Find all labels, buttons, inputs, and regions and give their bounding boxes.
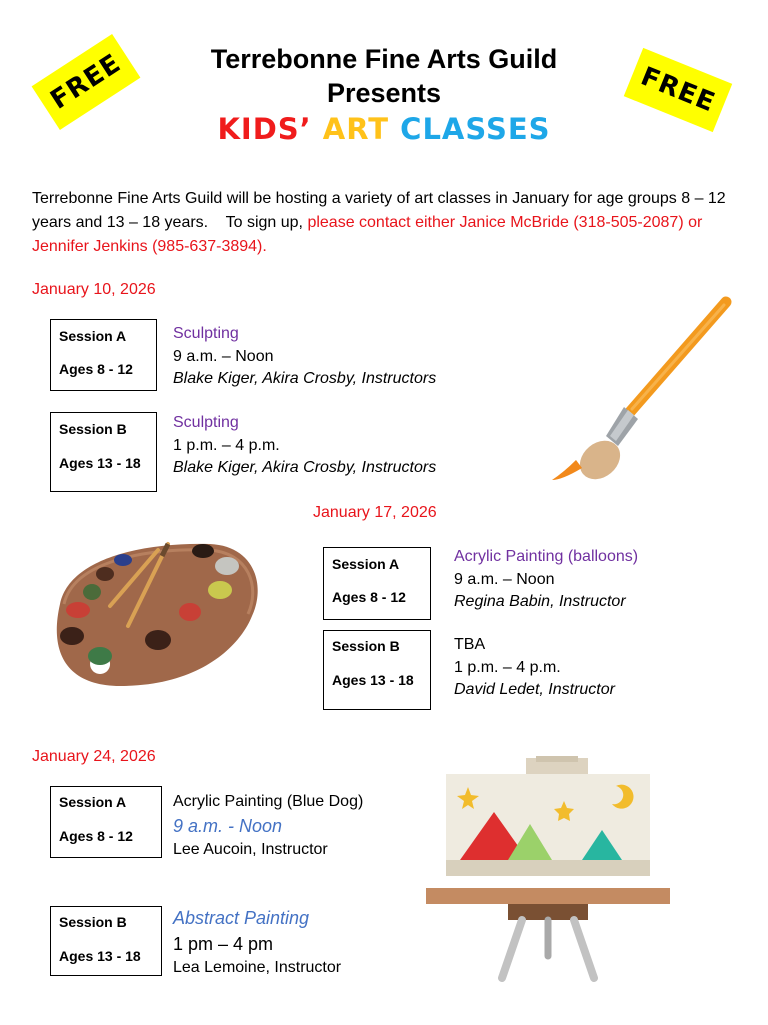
classes-word: CLASSES bbox=[400, 112, 551, 146]
kids-art-classes-heading bbox=[0, 112, 768, 146]
presents-title: Presents bbox=[326, 78, 442, 108]
class-info bbox=[173, 412, 436, 480]
session-box bbox=[50, 319, 157, 391]
class-time: 9 a.m. - Noon bbox=[173, 815, 283, 836]
session-label: Session A bbox=[59, 794, 127, 810]
class-time: 9 a.m. – Noon bbox=[173, 347, 274, 365]
session-box bbox=[50, 412, 157, 492]
ages-label: Ages 8 - 12 bbox=[59, 828, 133, 844]
class-instructor: Regina Babin, Instructor bbox=[454, 593, 626, 610]
class-instructor: Blake Kiger, Akira Crosby, Instructors bbox=[173, 370, 437, 387]
session-label: Session B bbox=[332, 638, 400, 654]
paintbrush-illustration bbox=[548, 296, 738, 486]
class-name: Acrylic Painting (balloons) bbox=[454, 548, 639, 565]
class-info bbox=[454, 546, 638, 614]
date-jan-10: January 10, 2026 bbox=[32, 281, 156, 298]
class-info bbox=[173, 905, 341, 980]
session-label: Session B bbox=[59, 421, 127, 437]
class-instructor: Lee Aucoin, Instructor bbox=[173, 840, 328, 858]
ages-label: Ages 13 - 18 bbox=[332, 672, 414, 688]
class-instructor: Lea Lemoine, Instructor bbox=[173, 959, 342, 976]
class-time: 1 p.m. – 4 p.m. bbox=[173, 436, 280, 454]
class-instructor: David Ledet, Instructor bbox=[454, 681, 615, 698]
ages-label: Ages 8 - 12 bbox=[332, 589, 406, 605]
class-name: Sculpting bbox=[173, 414, 239, 431]
ages-label: Ages 8 - 12 bbox=[59, 361, 133, 377]
class-time: 1 p.m. – 4 p.m. bbox=[454, 658, 561, 676]
class-name: Sculpting bbox=[173, 325, 239, 342]
kids-word: KIDS’ bbox=[217, 112, 312, 146]
session-label: Session B bbox=[59, 914, 127, 930]
session-box bbox=[50, 906, 162, 976]
ages-label: Ages 13 - 18 bbox=[59, 455, 141, 471]
free-sticker-right: FREE bbox=[624, 48, 732, 132]
session-box bbox=[323, 630, 431, 710]
guild-title: Terrebonne Fine Arts Guild bbox=[210, 44, 558, 74]
class-info bbox=[173, 323, 436, 391]
class-time: 1 pm – 4 pm bbox=[173, 934, 274, 954]
class-name: TBA bbox=[454, 636, 486, 653]
session-label: Session A bbox=[59, 328, 127, 344]
class-time: 9 a.m. – Noon bbox=[454, 570, 555, 588]
contact-info: please contact either Janice McBride (318-505-2087) or Jennifer Jenkins (985-637-3894). bbox=[32, 214, 703, 255]
ages-label: Ages 13 - 18 bbox=[59, 948, 141, 964]
free-sticker-left: FREE bbox=[32, 34, 141, 130]
session-label: Session A bbox=[332, 556, 400, 572]
class-instructor: Blake Kiger, Akira Crosby, Instructors bbox=[173, 459, 437, 476]
intro-text: Terrebonne Fine Arts Guild will be hosting a variety of art classes in January for age groups 8 – 12 years and 13 – 18 years. To sign up, bbox=[32, 190, 731, 231]
class-name: Acrylic Painting (Blue Dog) bbox=[173, 793, 364, 810]
class-name: Abstract Painting bbox=[173, 908, 310, 928]
date-jan-17: January 17, 2026 bbox=[313, 504, 437, 521]
date-jan-24: January 24, 2026 bbox=[32, 748, 156, 765]
art-word: ART bbox=[322, 112, 390, 146]
class-info bbox=[454, 634, 615, 702]
session-box bbox=[50, 786, 162, 858]
session-box bbox=[323, 547, 431, 620]
easel-illustration bbox=[424, 756, 674, 982]
class-info bbox=[173, 791, 363, 861]
intro-paragraph bbox=[32, 187, 732, 259]
palette-illustration bbox=[40, 536, 270, 696]
